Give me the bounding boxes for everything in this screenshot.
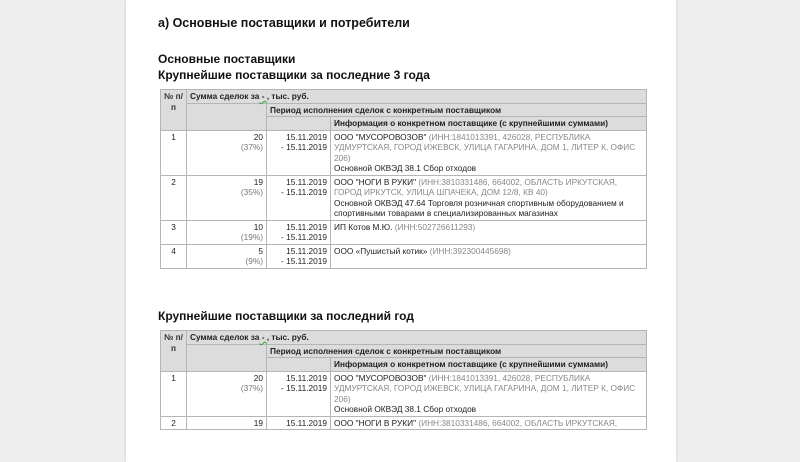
supplier-details: (ИНН:1841013391, 426028, РЕСПУБЛИКА УДМУРТСКАЯ, ГОРОД ИЖЕВСК, УЛИЦА ГАГАРИНА, ДОМ 1, ЛИТЕР К, ОФИС 206) [334,372,636,404]
supplier-name: ООО "МУСОРОВОЗОВ" [334,131,427,142]
table-row [161,371,647,416]
supplier-okved: Основной ОКВЭД 38.1 Сбор отходов [334,404,477,414]
period-from: 15.11.2019 [286,221,327,232]
supplier-details: (ИНН:1841013391, 426028, РЕСПУБЛИКА УДМУРТСКАЯ, ГОРОД ИЖЕВСК, УЛИЦА ГАГАРИНА, ДОМ 1, ЛИТЕР К, ОФИС 206) [334,131,636,163]
col-header-sum [187,331,647,345]
header-row [161,331,647,345]
supplier-details: (ИНН:392300445698) [429,245,511,256]
table-row [161,244,647,268]
period-to: - 15.11.2019 [281,383,327,393]
period-from: 15.11.2019 [286,245,327,256]
header-blank [187,344,267,371]
table-row [161,220,647,244]
section-title: Основные поставщики [158,52,296,66]
header-row [161,103,647,117]
row-number: 2 [161,175,187,220]
row-number: 1 [161,130,187,175]
supplier-info-cell [331,244,647,268]
supplier-okved: Основной ОКВЭД 38.1 Сбор отходов [334,163,477,173]
period-from: 15.11.2019 [286,372,327,383]
period-from: 15.11.2019 [286,417,327,428]
deal-sum-cell [187,220,267,244]
supplier-okved: Основной ОКВЭД 47.64 Торговля розничная спортивным оборудованием и спортивными товарами в специализированных магазинах [334,197,624,218]
col-header-period: Период исполнения сделок с конкретным поставщиком [267,103,647,117]
supplier-name: ИП Котов М.Ю. [334,221,393,232]
supplier-info-cell [331,130,647,175]
deal-share: (9%) [245,256,263,266]
deal-sum-cell [187,175,267,220]
period-to: - 15.11.2019 [281,187,327,197]
deal-share: (35%) [240,187,263,197]
supplier-info-cell [331,371,647,416]
deal-share: (19%) [240,232,263,242]
sum-header-suffix: , тыс. руб. [266,91,309,101]
deal-sum: 5 [258,245,263,256]
deal-sum-cell [187,244,267,268]
period-from: 15.11.2019 [286,131,327,142]
supplier-details: (ИНН:3810331486, 664002, ОБЛАСТЬ ИРКУТСКАЯ, [418,417,618,428]
row-number: 3 [161,220,187,244]
row-number: 1 [161,371,187,416]
col-header-num: № п/п [161,331,187,372]
sum-header-prefix: Сумма сделок за [190,332,260,342]
col-header-period: Период исполнения сделок с конкретным поставщиком [267,344,647,358]
table-row [161,175,647,220]
document-page [126,0,676,462]
header-row [161,344,647,358]
supplier-name: ООО "НОГИ В РУКИ" [334,417,417,428]
header-row [161,90,647,104]
sum-header-dash: - [259,91,267,101]
col-header-num: № п/п [161,90,187,131]
deal-sum: 20 [253,372,263,383]
col-header-info: Информация о конкретном поставщике (с крупнейшими суммами) [331,117,647,131]
period-to: - 15.11.2019 [281,232,327,242]
period-cell [267,130,331,175]
suppliers-1y-table [160,330,647,430]
deal-sum-cell [187,416,267,430]
sum-header-dash: - [259,332,267,342]
deal-sum: 19 [253,176,263,187]
deal-sum-cell [187,130,267,175]
supplier-details: (ИНН:502726611293) [394,221,476,232]
supplier-details: (ИНН:3810331486, 664002, ОБЛАСТЬ ИРКУТСКАЯ, ГОРОД ИРКУТСК, УЛИЦА ШПАЧЕКА, ДОМ 12/8, КВ 40) [334,176,618,197]
supplier-info-cell [331,175,647,220]
deal-share: (37%) [240,383,263,393]
supplier-name: ООО «Пушистый котик» [334,245,428,256]
suppliers-3y-table [160,89,647,269]
period-cell [267,416,331,430]
period-from: 15.11.2019 [286,176,327,187]
heading: а) Основные поставщики и потребители [158,16,410,30]
table2-title: Крупнейшие поставщики за последний год [158,309,414,323]
header-blank [187,103,267,130]
header-blank [267,358,331,372]
sum-header-prefix: Сумма сделок за [190,91,260,101]
period-to: - 15.11.2019 [281,142,327,152]
deal-sum: 20 [253,131,263,142]
supplier-name: ООО "МУСОРОВОЗОВ" [334,372,427,383]
period-to: - 15.11.2019 [281,256,327,266]
header-blank [267,117,331,131]
period-cell [267,244,331,268]
period-cell [267,175,331,220]
deal-sum-cell [187,371,267,416]
supplier-info-cell [331,220,647,244]
row-number: 4 [161,244,187,268]
period-cell [267,220,331,244]
supplier-info-cell [331,416,647,430]
sum-header-suffix: , тыс. руб. [266,332,309,342]
period-cell [267,371,331,416]
row-number: 2 [161,416,187,430]
deal-sum: 10 [253,221,263,232]
col-header-info: Информация о конкретном поставщике (с крупнейшими суммами) [331,358,647,372]
col-header-sum [187,90,647,104]
table-row [161,416,647,430]
supplier-name: ООО "НОГИ В РУКИ" [334,176,417,187]
deal-sum: 19 [253,417,263,428]
table1-title: Крупнейшие поставщики за последние 3 года [158,68,430,82]
table-row [161,130,647,175]
deal-share: (37%) [240,142,263,152]
